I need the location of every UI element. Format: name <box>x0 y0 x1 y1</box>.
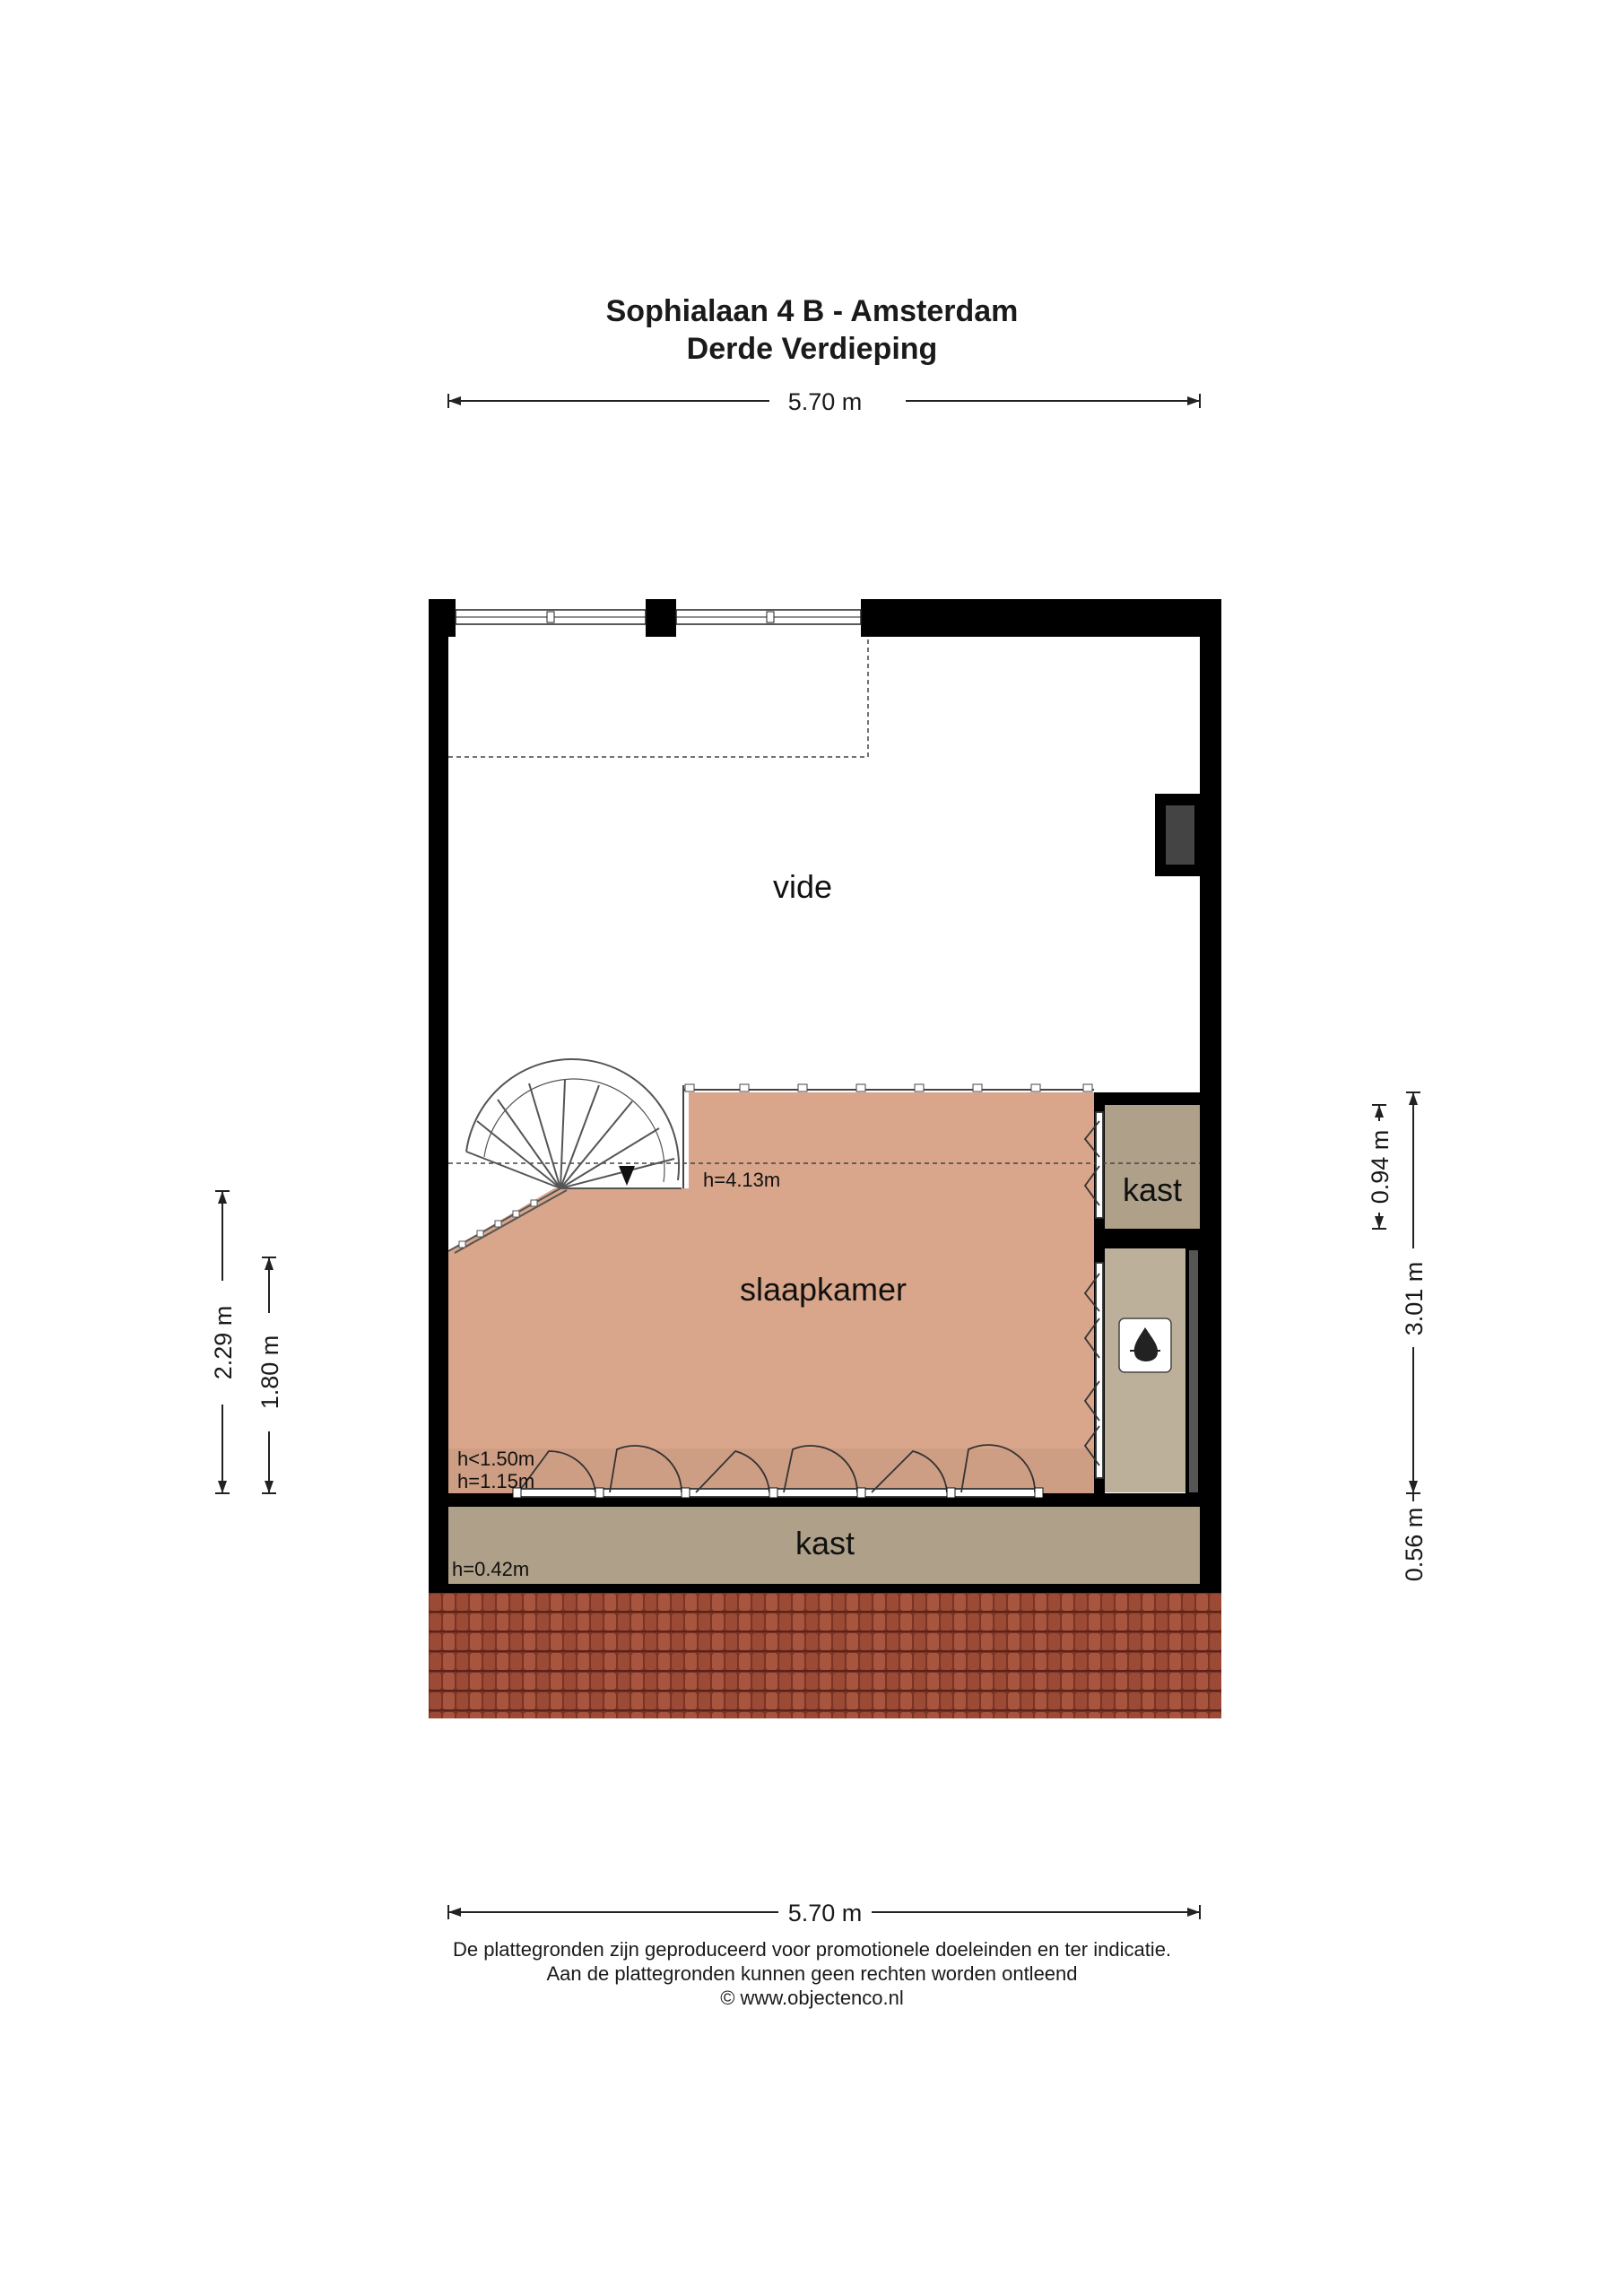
vide-area <box>448 637 1200 1094</box>
dimension-right-top-label: 0.94 m <box>1367 1129 1394 1205</box>
height-low-a: h<1.50m <box>457 1448 535 1470</box>
height-kast: h=0.42m <box>452 1558 530 1580</box>
disclaimer-line-1: De plattegronden zijn geproduceerd voor promotionele doeleinden en ter indicatie. <box>452 1938 1172 1961</box>
dimension-top <box>448 388 1200 415</box>
height-low-b: h=1.15m <box>457 1470 535 1492</box>
copyright-line: © www.objectenco.nl <box>720 1987 904 2009</box>
dimension-left-outer-label: 2.29 m <box>210 1305 237 1380</box>
dimension-left-inner-label: 1.80 m <box>256 1335 283 1410</box>
dimension-right-top <box>1367 1105 1394 1229</box>
dimension-right-middle <box>1401 1092 1428 1493</box>
fireplace-icon <box>1119 1318 1171 1372</box>
disclaimer-line-2: Aan de plattegronden kunnen geen rechten worden ontleend <box>546 1962 1078 1985</box>
wall-shadow <box>1189 1250 1198 1492</box>
room-label-kast-right: kast <box>1122 1171 1183 1208</box>
plan-title: Sophialaan 4 B - Amsterdam <box>605 294 1019 328</box>
height-stair-opening: h=4.13m <box>703 1169 781 1191</box>
dimension-left-inner <box>256 1257 283 1493</box>
dimension-bottom-label: 5.70 m <box>787 1900 863 1926</box>
dimension-right-middle-label: 3.01 m <box>1401 1261 1428 1336</box>
roof-tiles <box>429 1593 1221 1718</box>
dimension-left-outer <box>210 1191 237 1493</box>
dimension-right-bottom-label: 0.56 m <box>1401 1507 1428 1582</box>
room-label-slaapkamer: slaapkamer <box>739 1271 908 1308</box>
room-label-vide: vide <box>772 868 833 905</box>
dimension-bottom <box>448 1900 1200 1926</box>
dimension-top-label: 5.70 m <box>787 388 863 415</box>
dimension-right-bottom <box>1401 1493 1428 1581</box>
chimney <box>1155 794 1200 876</box>
room-label-kast-bottom: kast <box>795 1525 855 1561</box>
plan-subtitle: Derde Verdieping <box>686 332 938 366</box>
kast-right-area <box>1105 1105 1200 1229</box>
